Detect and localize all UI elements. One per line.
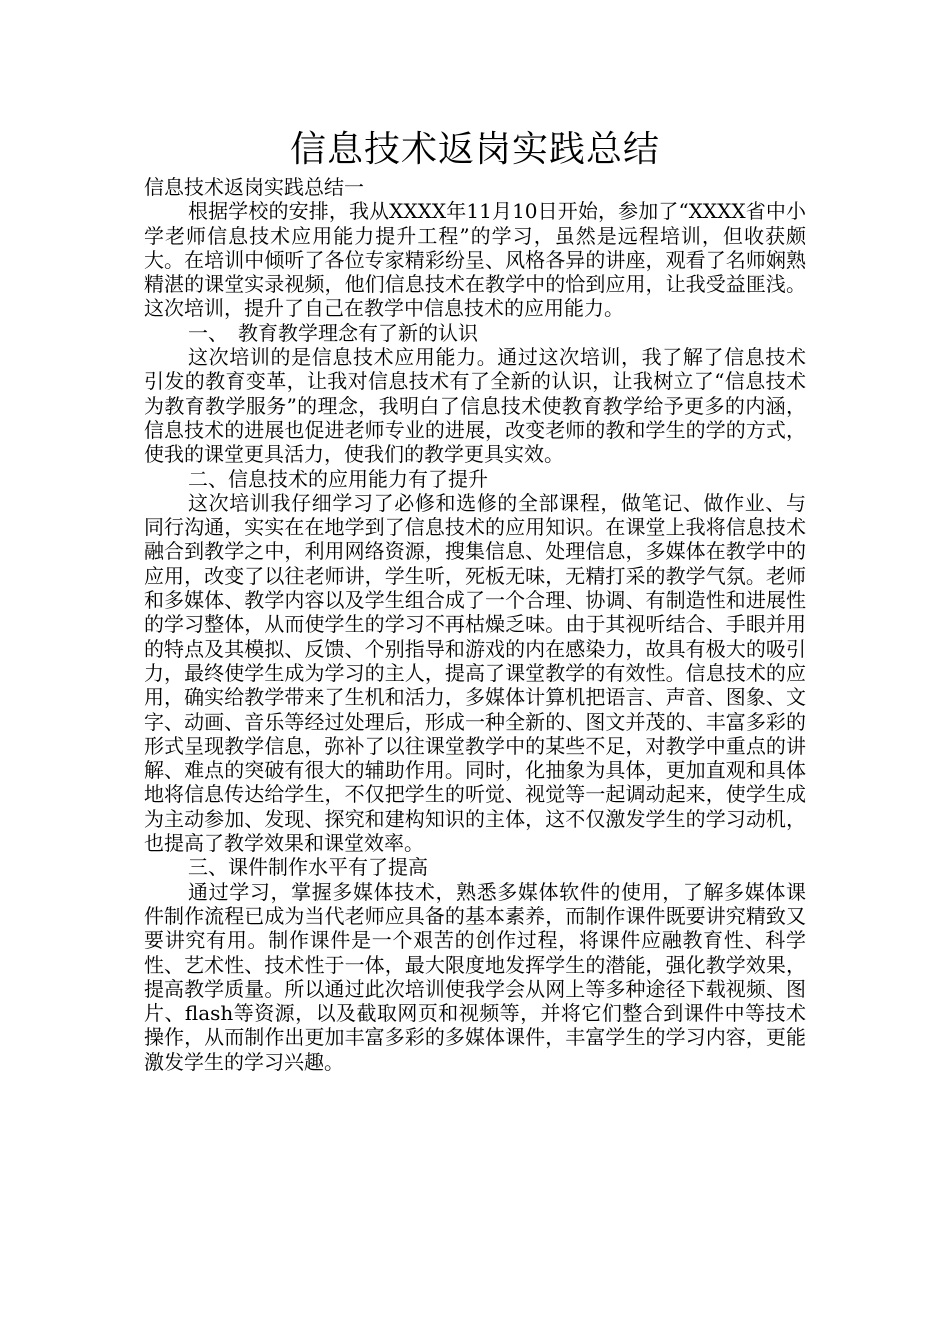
document-body — [144, 175, 806, 1074]
paragraph-intro: 根据学校的安排，我从XXXX年11月10日开始，参加了“XXXX省中小学老师信息技术应用能力提升工程”的学习，虽然是远程培训，但收获颇大。在培训中倾听了各位专家精彩纷呈、风格各异的讲座，观看了名师娴熟精湛的课堂实录视频，他们信息技术在教学中的恰到应用，让我受益匪浅。这次培训，提升了自己在教学中信息技术的应用能力。 — [144, 199, 806, 321]
section-subtitle: 信息技术返岗实践总结一 — [144, 175, 364, 199]
paragraph-section-3: 通过学习，掌握多媒体技术，熟悉多媒体软件的使用，了解多媒体课件制作流程已成为当代老师应具备的基本素养，而制作课件既要讲究精致又要讲究有用。制作课件是一个艰苦的创作过程，将课件应融教育性、科学性、艺术性、技术性于一体，最大限度地发挥学生的潜能，强化教学效果，提高教学质量。所以通过此次培训使我学会从网上等多种途径下载视频、图片、flash等资源，以及截取网页和视频等，并将它们整合到课件中等技术操作，从而制作出更加丰富多彩的多媒体课件，丰富学生的学习内容，更能激发学生的学习兴趣。 — [144, 879, 806, 1074]
heading-section-2: 二、信息技术的应用能力有了提升 — [188, 466, 488, 491]
heading-section-1: 一、 教育教学理念有了新的认识 — [188, 320, 478, 345]
paragraph-section-2: 这次培训我仔细学习了必修和选修的全部课程，做笔记、做作业、与同行沟通，实实在在地学到了信息技术的应用知识。在课堂上我将信息技术融合到教学之中，利用网络资源，搜集信息、处理信息，多媒体在教学中的应用，改变了以往老师讲，学生听，死板无味，无精打采的教学气氛。老师和多媒体、教学内容以及学生组合成了一个合理、协调、有制造性和进展性的学习整体，从而使学生的学习不再枯燥乏味。由于其视听结合、手眼并用的特点及其模拟、反馈、个别指导和游戏的内在感染力，故具有极大的吸引力，最终使学生成为学习的主人，提高了课堂教学的有效性。信息技术的应用，确实给教学带来了生机和活力，多媒体计算机把语言、声音、图象、文字、动画、音乐等经过处理后，形成一种全新的、图文并茂的、丰富多彩的形式呈现教学信息，弥补了以往课堂教学中的某些不足，对教学中重点的讲解、难点的突破有很大的辅助作用。同时，化抽象为具体，更加直观和具体地将信息传达给学生，不仅把学生的听觉、视觉等一起调动起来，使学生成为主动参加、发现、探究和建构知识的主体，这不仅激发学生的学习动机，也提高了教学效果和课堂效率。 — [144, 490, 806, 856]
document-title: 信息技术返岗实践总结 — [289, 129, 660, 170]
heading-section-3: 三、课件制作水平有了提高 — [188, 855, 428, 880]
paragraph-section-1: 这次培训的是信息技术应用能力。通过这次培训，我了解了信息技术引发的教育变革，让我对信息技术有了全新的认识，让我树立了“信息技术为教育教学服务”的理念，我明白了信息技术使教育教学给予更多的内涵，信息技术的进展也促进老师专业的进展，改变老师的教和学生的学的方式，使我的课堂更具活力，使我们的教学更具实效。 — [144, 345, 806, 467]
